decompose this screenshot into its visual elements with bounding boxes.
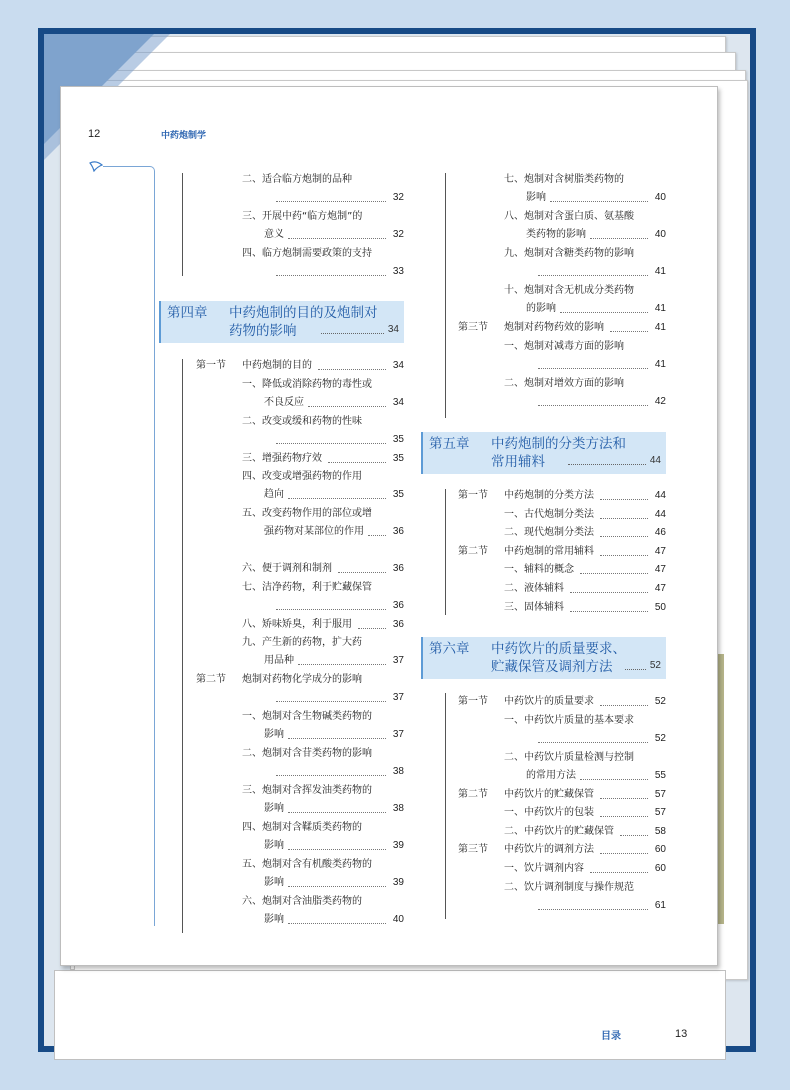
toc-entry[interactable] bbox=[458, 601, 666, 637]
entry-page-number: 52 bbox=[654, 732, 666, 744]
leader-dots bbox=[288, 923, 386, 924]
entry-page-number: 57 bbox=[654, 788, 666, 800]
entry-page-number: 35 bbox=[392, 452, 404, 464]
leader-dots bbox=[610, 331, 648, 332]
leader-dots bbox=[550, 201, 648, 202]
leader-dots bbox=[600, 853, 648, 854]
entry-title: 五、改变药物作用的部位或增 bbox=[242, 508, 372, 520]
toc-entry[interactable] bbox=[458, 173, 666, 209]
toc-entry[interactable] bbox=[196, 415, 404, 451]
column-rule bbox=[182, 173, 183, 276]
leader-dots bbox=[288, 498, 386, 499]
toc-entry[interactable] bbox=[196, 858, 404, 894]
entry-title: 二、炮制对含苷类药物的影响 bbox=[242, 748, 372, 760]
page-number: 13 bbox=[675, 1028, 688, 1040]
chapter-title-continued: 药物的影响 bbox=[229, 323, 297, 339]
column-rule bbox=[445, 489, 446, 615]
toc-entry[interactable] bbox=[196, 710, 404, 746]
entry-title: 中药饮片的贮藏保管 bbox=[504, 788, 594, 800]
page-number: 12 bbox=[88, 128, 101, 140]
leader-dots bbox=[570, 592, 648, 593]
entry-title-continued: 影响 bbox=[264, 840, 284, 852]
chapter-page-number: 44 bbox=[649, 455, 661, 466]
toc-page bbox=[60, 86, 718, 966]
entry-page-number: 61 bbox=[654, 899, 666, 911]
toc-entry[interactable] bbox=[458, 881, 666, 917]
entry-title-continued: 影响 bbox=[264, 914, 284, 926]
entry-page-number: 47 bbox=[654, 583, 666, 594]
entry-title: 八、炮制对含蛋白质、氨基酸 bbox=[504, 211, 634, 222]
entry-page-number: 42 bbox=[654, 395, 666, 407]
chapter-title-continued: 贮藏保管及调剂方法 bbox=[491, 659, 613, 675]
chapter-heading[interactable] bbox=[421, 637, 666, 679]
entry-title: 二、现代炮制分类法 bbox=[504, 527, 594, 539]
section-label: 第一节 bbox=[196, 360, 226, 371]
toc-entry[interactable] bbox=[242, 210, 404, 246]
decorative-bracket bbox=[103, 166, 155, 926]
leader-dots bbox=[620, 835, 648, 836]
entry-title: 四、临方炮制需要政策的支持 bbox=[242, 248, 372, 259]
entry-page-number: 55 bbox=[654, 769, 666, 781]
leader-dots bbox=[600, 518, 648, 519]
entry-title: 三、增强药物疗效 bbox=[242, 452, 322, 464]
entry-title-continued: 类药物的影响 bbox=[526, 229, 586, 240]
leader-dots bbox=[308, 406, 386, 407]
leader-dots bbox=[358, 628, 386, 629]
entry-page-number: 34 bbox=[392, 360, 404, 371]
leader-dots bbox=[318, 369, 386, 370]
column-rule bbox=[445, 693, 446, 919]
column-rule bbox=[182, 359, 183, 933]
entry-page-number: 47 bbox=[654, 564, 666, 576]
entry-title: 一、中药饮片的包装 bbox=[504, 807, 594, 819]
entry-title: 二、饮片调剂制度与操作规范 bbox=[504, 881, 634, 893]
leader-dots bbox=[288, 238, 386, 239]
chapter-label: 第四章 bbox=[167, 305, 208, 321]
entry-page-number: 46 bbox=[654, 527, 666, 539]
entry-title: 五、炮制对含有机酸类药物的 bbox=[242, 859, 372, 871]
leader-dots bbox=[368, 535, 386, 536]
entry-page-number: 36 bbox=[392, 563, 404, 575]
section-label: 第二节 bbox=[196, 674, 226, 686]
entry-page-number: 41 bbox=[654, 266, 666, 277]
leader-dots bbox=[600, 816, 648, 817]
toc-entry[interactable] bbox=[196, 747, 404, 783]
toc-entry[interactable] bbox=[196, 581, 404, 617]
entry-page-number: 36 bbox=[392, 618, 404, 630]
leaf-logo-icon bbox=[89, 160, 103, 172]
next-page bbox=[54, 970, 726, 1060]
entry-title: 中药饮片的质量要求 bbox=[504, 696, 594, 707]
toc-entry[interactable] bbox=[458, 714, 666, 750]
leader-dots bbox=[590, 872, 648, 873]
leader-dots bbox=[560, 312, 648, 313]
leader-dots bbox=[321, 333, 384, 334]
entry-page-number: 41 bbox=[654, 303, 666, 314]
chapter-page-number: 52 bbox=[649, 660, 661, 671]
chapter-label: 第五章 bbox=[429, 436, 470, 452]
entry-page-number: 36 bbox=[392, 526, 404, 538]
leader-dots bbox=[600, 536, 648, 537]
chapter-title: 中药饮片的质量要求、 bbox=[491, 641, 626, 657]
entry-title-continued: 影响 bbox=[526, 192, 546, 203]
leader-dots bbox=[276, 443, 386, 444]
entry-title: 一、饮片调剂内容 bbox=[504, 863, 584, 874]
section-label: 第二节 bbox=[458, 545, 488, 557]
entry-page-number: 35 bbox=[392, 489, 404, 501]
toc-entry[interactable] bbox=[458, 340, 666, 376]
entry-page-number: 39 bbox=[392, 877, 404, 889]
leader-dots bbox=[538, 368, 648, 369]
leader-dots bbox=[288, 738, 386, 739]
leader-dots bbox=[600, 705, 648, 706]
entry-page-number: 38 bbox=[392, 766, 404, 778]
entry-title: 二、中药饮片质量检测与控制 bbox=[504, 751, 634, 763]
entry-title: 四、炮制对含鞣质类药物的 bbox=[242, 822, 362, 834]
leader-dots bbox=[276, 275, 386, 276]
toc-section-entry[interactable] bbox=[196, 673, 404, 709]
entry-page-number: 38 bbox=[392, 803, 404, 815]
leader-dots bbox=[538, 405, 648, 406]
leader-dots bbox=[288, 812, 386, 813]
section-label: 第三节 bbox=[458, 844, 488, 856]
entry-title: 六、炮制对含油脂类药物的 bbox=[242, 896, 362, 908]
leader-dots bbox=[570, 611, 648, 612]
section-label: 第一节 bbox=[458, 696, 488, 707]
leader-dots bbox=[600, 499, 648, 500]
column-rule bbox=[445, 173, 446, 418]
chapter-label: 第六章 bbox=[429, 641, 470, 657]
leader-dots bbox=[276, 775, 386, 776]
entry-page-number: 52 bbox=[654, 696, 666, 707]
entry-title: 三、炮制对含挥发油类药物的 bbox=[242, 785, 372, 797]
entry-title-continued: 趋向 bbox=[264, 489, 284, 501]
entry-title: 二、改变或缓和药物的性味 bbox=[242, 415, 362, 427]
entry-page-number: 44 bbox=[654, 508, 666, 520]
entry-title: 炮制对药物化学成分的影响 bbox=[242, 674, 362, 686]
leader-dots bbox=[625, 669, 646, 670]
entry-page-number: 60 bbox=[654, 844, 666, 856]
chapter-title: 中药炮制的目的及炮制对 bbox=[229, 305, 378, 321]
entry-title: 十、炮制对含无机成分类药物 bbox=[504, 285, 634, 296]
entry-title: 四、改变或增强药物的作用 bbox=[242, 471, 362, 483]
toc-entry[interactable] bbox=[196, 507, 404, 543]
entry-page-number: 32 bbox=[392, 192, 404, 203]
entry-title-continued: 用品种 bbox=[264, 655, 294, 667]
entry-page-number: 37 bbox=[392, 692, 404, 704]
leader-dots bbox=[580, 573, 648, 574]
leader-dots bbox=[298, 664, 386, 665]
leader-dots bbox=[538, 909, 648, 910]
leader-dots bbox=[338, 572, 386, 573]
chapter-page-number: 34 bbox=[387, 324, 399, 335]
leader-dots bbox=[590, 238, 648, 239]
chapter-heading[interactable] bbox=[421, 432, 666, 474]
book-title: 中药炮制学 bbox=[161, 131, 207, 141]
leader-dots bbox=[328, 462, 386, 463]
entry-page-number: 36 bbox=[392, 599, 404, 611]
entry-title: 六、便于调剂和制剂 bbox=[242, 563, 332, 575]
entry-title-continued: 影响 bbox=[264, 729, 284, 741]
entry-page-number: 34 bbox=[392, 396, 404, 408]
entry-title: 八、矫味矫臭，利于服用 bbox=[242, 618, 352, 630]
entry-page-number: 33 bbox=[392, 266, 404, 277]
toc-entry[interactable] bbox=[458, 751, 666, 787]
chapter-title: 中药炮制的分类方法和 bbox=[491, 436, 626, 452]
section-label: 第一节 bbox=[458, 490, 488, 501]
toc-entry[interactable] bbox=[458, 284, 666, 320]
entry-title: 三、固体辅料 bbox=[504, 601, 564, 613]
entry-page-number: 39 bbox=[392, 840, 404, 852]
entry-title: 一、古代炮制分类法 bbox=[504, 508, 594, 520]
entry-title: 九、炮制对含糖类药物的影响 bbox=[504, 248, 634, 259]
entry-title-continued: 的影响 bbox=[526, 303, 556, 314]
entry-title: 中药炮制的分类方法 bbox=[504, 490, 594, 501]
leader-dots bbox=[538, 742, 648, 743]
entry-page-number: 35 bbox=[392, 433, 404, 445]
entry-page-number: 58 bbox=[654, 825, 666, 837]
entry-title: 七、洁净药物，利于贮藏保管 bbox=[242, 581, 372, 593]
entry-page-number: 32 bbox=[392, 229, 404, 240]
entry-title: 中药饮片的调剂方法 bbox=[504, 844, 594, 856]
entry-title: 一、中药饮片质量的基本要求 bbox=[504, 714, 634, 726]
entry-title: 三、开展中药“临方炮制”的 bbox=[242, 211, 363, 222]
toc-entry[interactable] bbox=[458, 247, 666, 283]
entry-page-number: 37 bbox=[392, 729, 404, 741]
entry-page-number: 41 bbox=[654, 322, 666, 333]
entry-title: 一、辅料的概念 bbox=[504, 564, 574, 576]
entry-page-number: 57 bbox=[654, 807, 666, 819]
entry-page-number: 37 bbox=[392, 655, 404, 667]
toc-entry[interactable] bbox=[196, 470, 404, 506]
toc-entry[interactable] bbox=[196, 636, 404, 672]
entry-title: 一、降低或消除药物的毒性或 bbox=[242, 378, 372, 390]
toc-entry[interactable] bbox=[196, 784, 404, 820]
toc-entry[interactable] bbox=[196, 378, 404, 414]
entry-page-number: 40 bbox=[654, 192, 666, 203]
entry-title: 二、中药饮片的贮藏保管 bbox=[504, 825, 614, 837]
toc-entry[interactable] bbox=[458, 210, 666, 246]
entry-title: 中药炮制的目的 bbox=[242, 360, 312, 371]
section-label: 目录 bbox=[601, 1031, 621, 1042]
entry-title: 九、产生新的药物，扩大药 bbox=[242, 637, 362, 649]
entry-title: 二、适合临方炮制的品种 bbox=[242, 174, 352, 185]
entry-page-number: 47 bbox=[654, 545, 666, 557]
leader-dots bbox=[288, 849, 386, 850]
entry-title: 炮制对药物药效的影响 bbox=[504, 322, 604, 333]
section-label: 第二节 bbox=[458, 788, 488, 800]
leader-dots bbox=[538, 275, 648, 276]
entry-title: 二、液体辅料 bbox=[504, 583, 564, 594]
leader-dots bbox=[276, 701, 386, 702]
toc-entry[interactable] bbox=[458, 377, 666, 413]
entry-page-number: 41 bbox=[654, 358, 666, 370]
chapter-title-continued: 常用辅料 bbox=[491, 454, 545, 470]
leader-dots bbox=[568, 464, 646, 465]
entry-title-continued: 影响 bbox=[264, 877, 284, 889]
leader-dots bbox=[276, 201, 386, 202]
entry-page-number: 44 bbox=[654, 490, 666, 501]
entry-title: 一、炮制对含生物碱类药物的 bbox=[242, 711, 372, 723]
toc-entry[interactable] bbox=[196, 895, 404, 931]
entry-page-number: 60 bbox=[654, 863, 666, 874]
entry-page-number: 50 bbox=[654, 601, 666, 613]
entry-title-continued: 强药物对某部位的作用 bbox=[264, 526, 364, 538]
entry-title: 一、炮制对减毒方面的影响 bbox=[504, 340, 624, 352]
entry-title-continued: 不良反应 bbox=[264, 396, 304, 408]
entry-title-continued: 的常用方法 bbox=[526, 769, 576, 781]
toc-entry[interactable] bbox=[242, 173, 404, 209]
entry-title-continued: 影响 bbox=[264, 803, 284, 815]
toc-entry[interactable] bbox=[242, 247, 404, 283]
entry-page-number: 40 bbox=[392, 914, 404, 926]
leader-dots bbox=[600, 555, 648, 556]
section-label: 第三节 bbox=[458, 322, 488, 333]
leader-dots bbox=[600, 798, 648, 799]
entry-page-number: 40 bbox=[654, 229, 666, 240]
entry-title-continued: 意义 bbox=[264, 229, 284, 240]
entry-title: 二、炮制对增效方面的影响 bbox=[504, 377, 624, 389]
leader-dots bbox=[288, 886, 386, 887]
chapter-heading[interactable] bbox=[159, 301, 404, 343]
leader-dots bbox=[276, 609, 386, 610]
entry-title: 中药炮制的常用辅料 bbox=[504, 545, 594, 557]
leader-dots bbox=[580, 779, 648, 780]
entry-title: 七、炮制对含树脂类药物的 bbox=[504, 174, 624, 185]
toc-entry[interactable] bbox=[196, 821, 404, 857]
